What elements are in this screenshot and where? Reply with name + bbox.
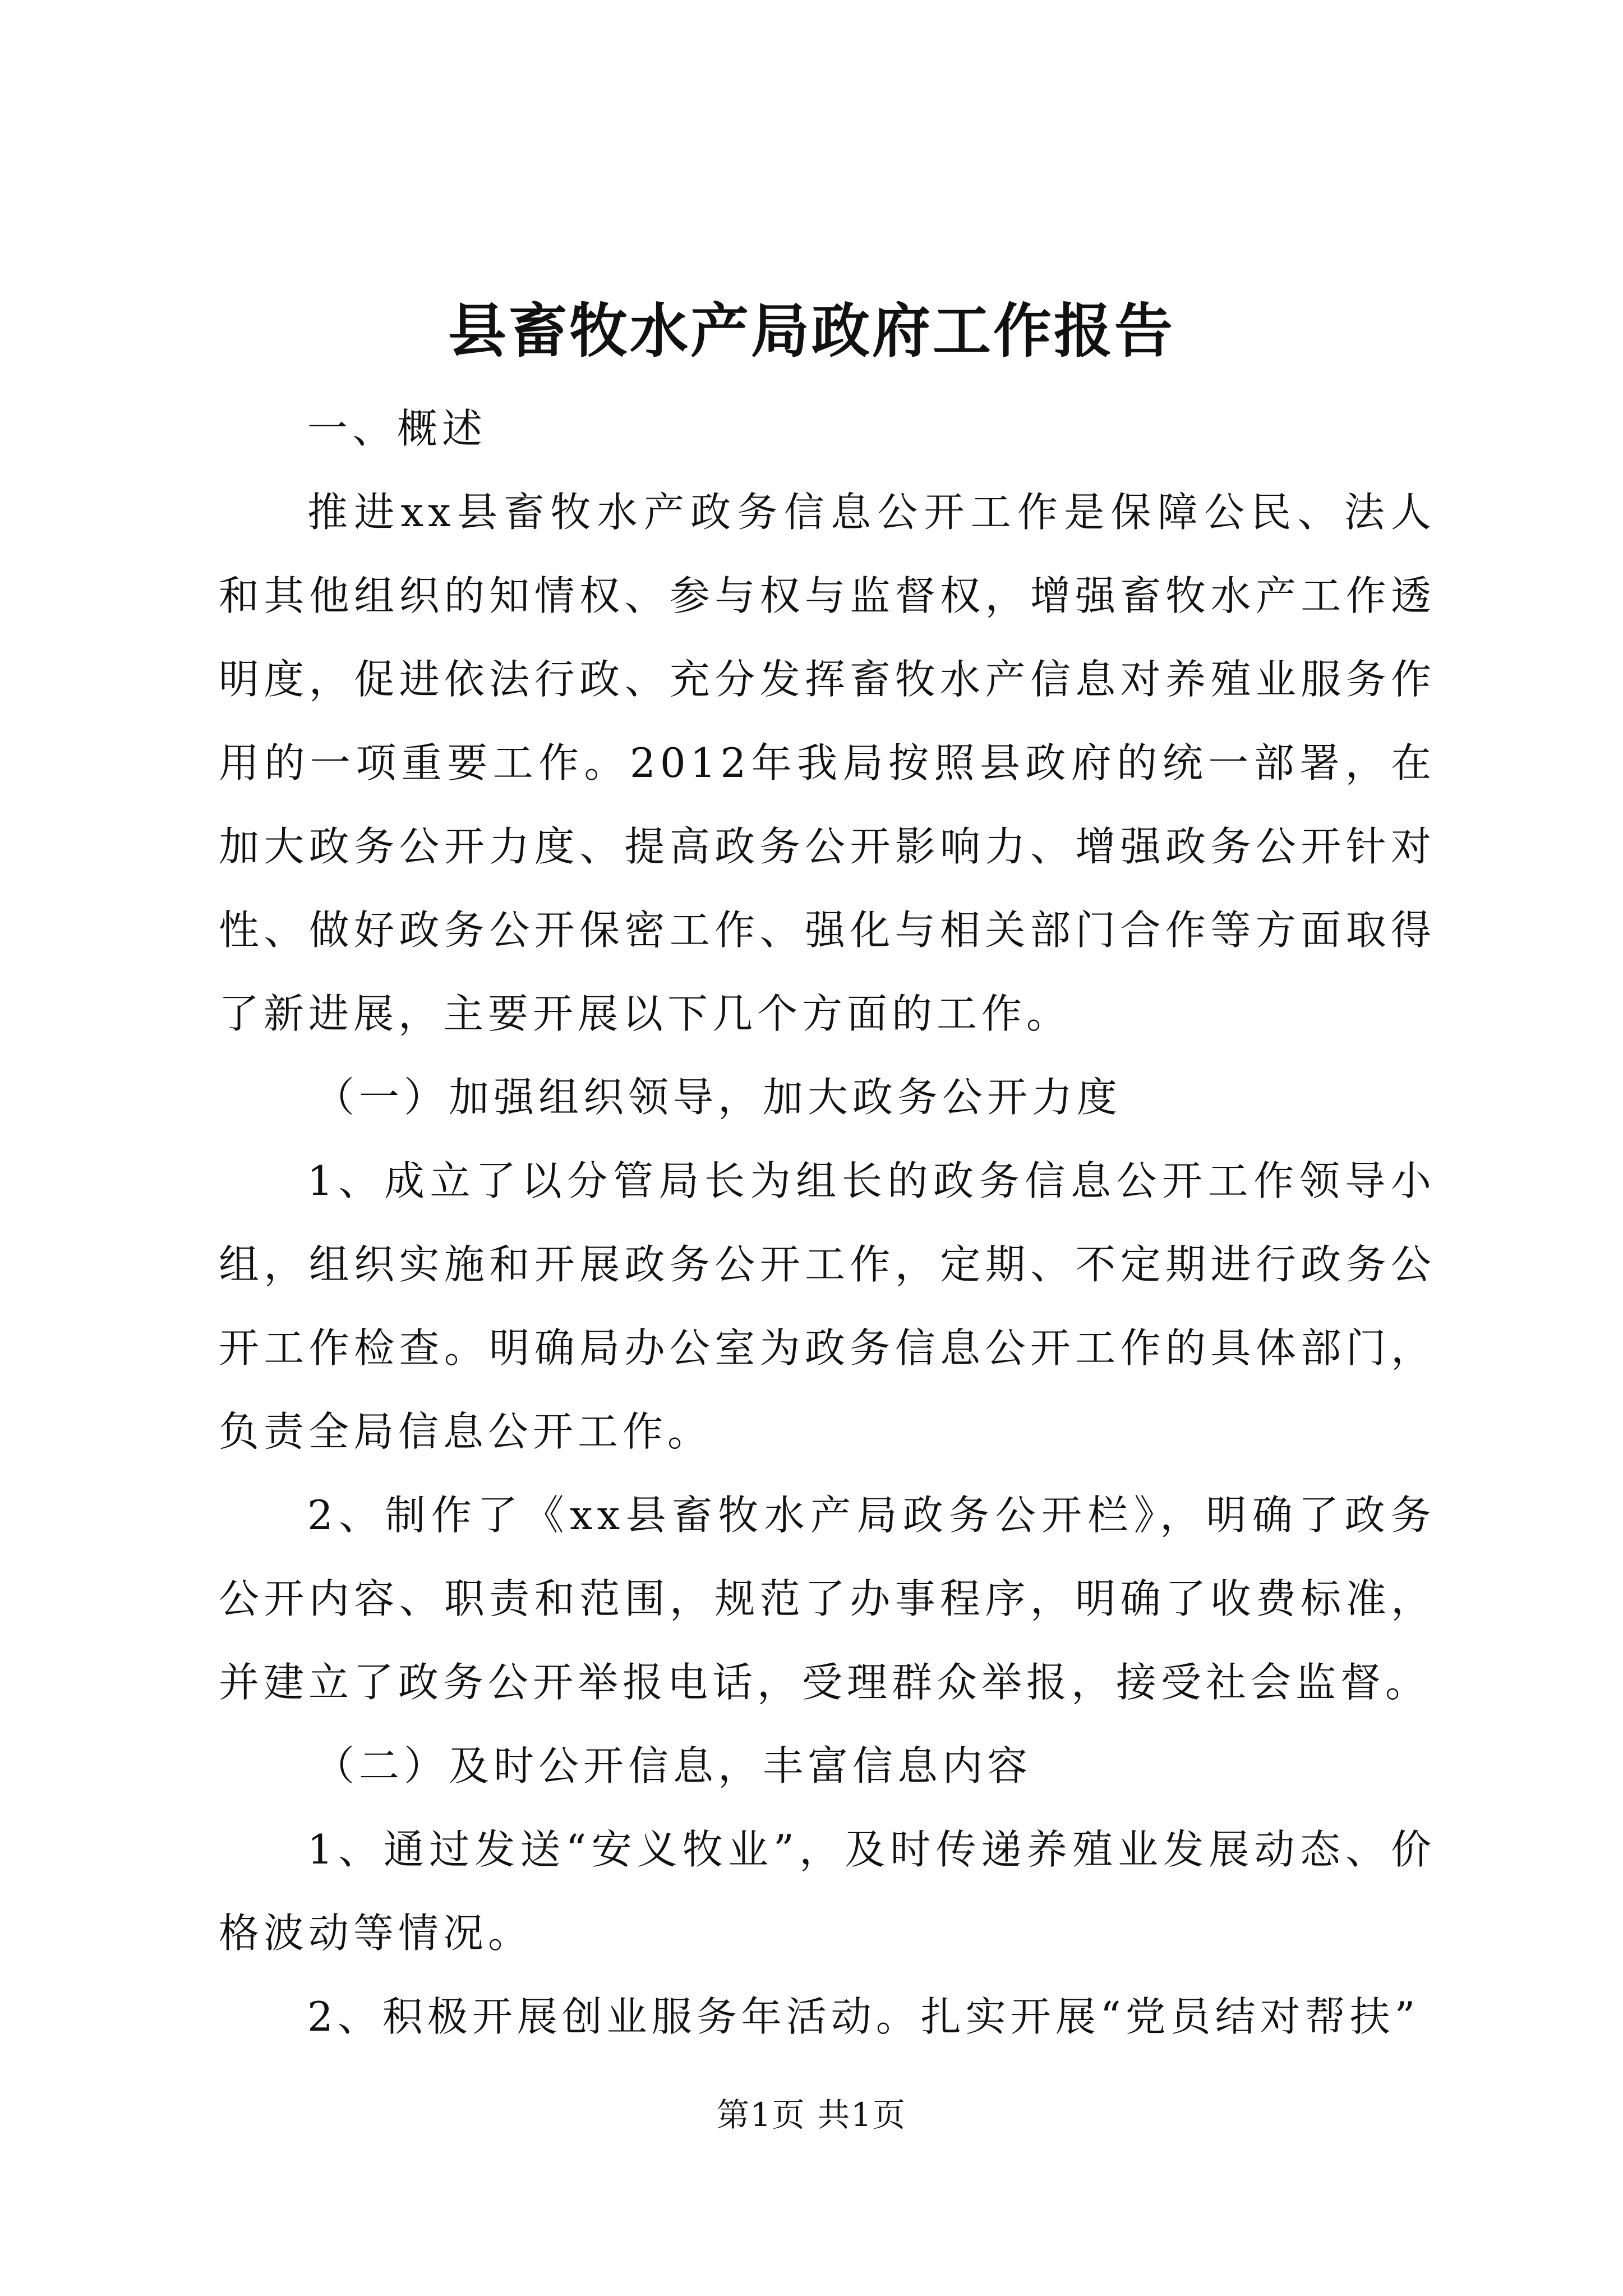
subsection-2-item-2: 2、积极开展创业服务年活动。扎实开展“党员结对帮扶” — [307, 1993, 1420, 2040]
overview-paragraph: 推进xx县畜牧水产政务信息公开工作是保障公民、法人和其他组织的知情权、参与权与监督权，增强畜牧水产工作透明度，促进依法行政、充分发挥畜牧水产信息对养殖业服务作用的一项重要工作。2012年我局按照县政府的统一部署，在加大政务公开力度、提高政务公开影响力、增强政务公开针对性、做好政务公开保密工作、强化与相关部门合作等方面取得了新进展，主要开展以下几个方面的工作。 — [219, 489, 1436, 1037]
document-title: 县畜牧水产局政府工作报告 — [448, 296, 1175, 365]
document-body — [219, 387, 1436, 2059]
page-footer: 第1页 共1页 — [716, 2096, 907, 2134]
subsection-1-item-2: 2、制作了《xx县畜牧水产局政务公开栏》，明确了政务公开内容、职责和范围，规范了办事程序，明确了收费标准，并建立了政务公开举报电话，受理群众举报，接受社会监督。 — [219, 1492, 1436, 1706]
subsection-heading-2: （二）及时公开信息，丰富信息内容 — [314, 1742, 1032, 1789]
section-heading-overview: 一、概述 — [307, 405, 487, 452]
subsection-2-item-1: 1、通过发送“安义牧业”，及时传递养殖业发展动态、价格波动等情况。 — [219, 1826, 1436, 1957]
subsection-1-item-1: 1、成立了以分管局长为组长的政务信息公开工作领导小组，组织实施和开展政务公开工作，定期、不定期进行政务公开工作检查。明确局办公室为政务信息公开工作的具体部门，负责全局信息公开工作。 — [219, 1157, 1436, 1455]
subsection-heading-1: （一）加强组织领导，加大政务公开力度 — [314, 1074, 1122, 1121]
